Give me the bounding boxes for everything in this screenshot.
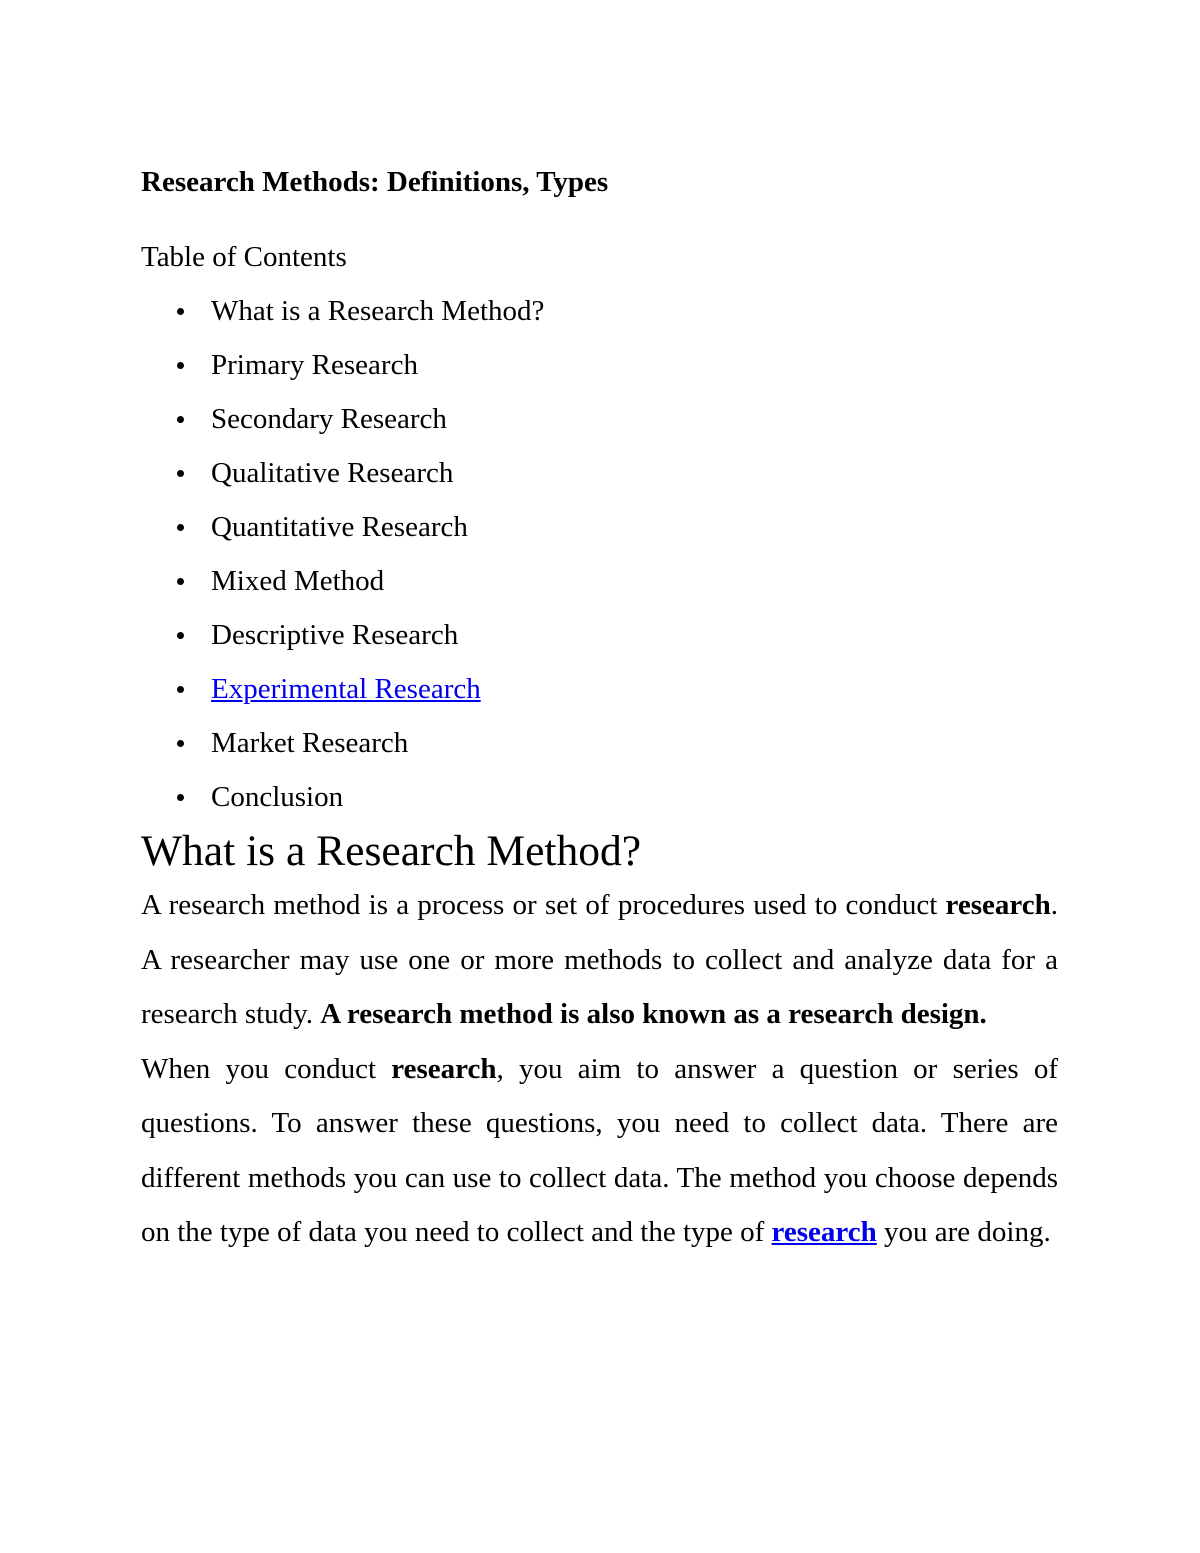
toc-item <box>141 716 1058 770</box>
toc-item <box>141 392 1058 446</box>
toc-item <box>141 500 1058 554</box>
toc-list <box>141 284 1058 824</box>
toc-link-experimental-research[interactable]: Experimental Research <box>211 673 481 705</box>
toc-item <box>141 662 1058 716</box>
bullet-icon <box>177 308 184 315</box>
toc-item-label: Qualitative Research <box>211 457 454 489</box>
document-title: Research Methods: Definitions, Types <box>141 166 609 198</box>
toc-heading: Table of Contents <box>141 241 347 273</box>
toc-item-label: Conclusion <box>211 781 344 813</box>
bullet-icon <box>177 416 184 423</box>
toc-item-label: Primary Research <box>211 349 418 381</box>
bullet-icon <box>177 524 184 531</box>
research-link[interactable] <box>772 1216 877 1248</box>
bullet-icon <box>177 362 184 369</box>
paragraph-text: , you aim to answer a question or series of questions. To answer these questions, you need to collect data. There are different methods you can use to collect data. The method you choose depends on the type of data you need to collect and the type of <box>141 1052 1058 1248</box>
bold-text: research <box>391 1052 497 1085</box>
link-text: research <box>771 1216 877 1248</box>
paragraph-text: . A researcher may use one or more methods to collect and analyze data for a research study. <box>141 889 1058 1030</box>
bold-text: research <box>945 889 1051 921</box>
toc-item <box>141 338 1058 392</box>
toc-item-label: Secondary Research <box>211 403 447 435</box>
bullet-icon <box>177 740 184 747</box>
bullet-icon <box>177 632 184 639</box>
paragraph-text: you are doing. <box>876 1216 1051 1248</box>
paragraph-text: A research method is a process or set of procedures used to conduct <box>141 889 946 921</box>
toc-item-label: What is a Research Method? <box>211 295 545 327</box>
toc-item-label: Market Research <box>211 727 409 759</box>
bullet-icon <box>177 686 184 693</box>
paragraph-text: When you conduct <box>141 1052 392 1085</box>
section-heading: What is a Research Method? <box>141 827 642 875</box>
toc-item <box>141 608 1058 662</box>
paragraph-explanation <box>141 1042 1058 1260</box>
toc-item-label: Quantitative Research <box>211 511 468 543</box>
toc-item <box>141 446 1058 500</box>
toc-item-label: Descriptive Research <box>211 619 459 651</box>
toc-item <box>141 554 1058 608</box>
bullet-icon <box>177 470 184 477</box>
bullet-icon <box>177 794 184 801</box>
paragraph-definition <box>141 878 1058 1042</box>
toc-item-label: Mixed Method <box>211 565 385 597</box>
toc-item <box>141 770 1058 824</box>
toc-item <box>141 284 1058 338</box>
document-body <box>141 158 1058 1260</box>
bullet-icon <box>177 578 184 585</box>
bold-text: A research method is also known as a research design. <box>320 998 987 1030</box>
